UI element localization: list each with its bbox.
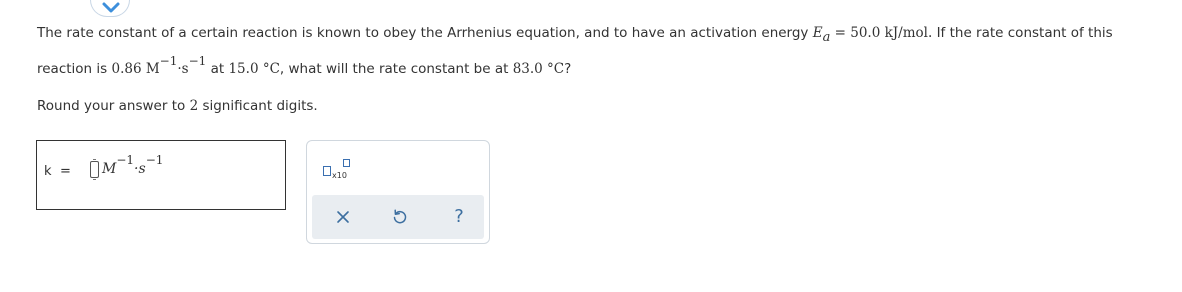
undo-icon [390,207,410,227]
answer-action-bar [312,195,484,239]
mantissa-box [323,166,331,176]
activation-energy-value: = 50.0 kJ/mol. [830,25,933,41]
answer-unit-seconds: ·s [134,161,146,177]
answer-unit-exponent: −1 [145,153,164,167]
undo-button[interactable] [390,207,410,227]
collapse-toggle-button[interactable] [90,0,130,17]
question-text: at [206,61,229,77]
temperature-1: 15.0 °C [228,61,280,77]
question-text: reaction is [37,61,112,77]
question-text: , what will the rate constant be at [279,61,513,77]
question-text: significant digits. [198,98,318,114]
significant-digits-value: 2 [189,98,199,114]
chevron-down-icon [100,1,122,15]
question-text: If the rate constant of this [932,25,1113,41]
question-text: The rate constant of a certain reaction is known to obey the Arrhenius equation, and to have an activation energy [37,25,813,41]
help-button[interactable] [449,207,469,227]
answer-tools-panel [306,140,490,244]
clear-button[interactable] [333,207,353,227]
answer-unit-molar: M [102,161,117,177]
answer-input[interactable] [90,161,99,178]
answer-unit [102,153,164,177]
answer-unit-exponent: −1 [116,153,135,167]
exponent-box [343,159,350,167]
x10-label: x10 [332,171,347,180]
question-line-1 [37,25,1113,45]
activation-energy-subscript: a [822,30,831,45]
help-icon: ? [454,206,464,227]
answer-equals: = [60,164,71,179]
question-line-2 [37,54,572,77]
close-icon [333,207,353,227]
question-text: ? [564,61,572,77]
question-line-3 [37,98,318,114]
unit-exponent: −1 [159,54,178,68]
unit-exponent: −1 [188,54,207,68]
unit-seconds: ·s [177,61,189,77]
question-text: Round your answer to [37,98,190,114]
answer-variable-label: k [44,164,52,179]
activation-energy-symbol: E [812,25,823,41]
temperature-2: 83.0 °C [512,61,565,77]
rate-constant-value: 0.86 M [111,61,160,77]
x10-scientific-notation-button[interactable] [323,158,351,180]
answer-box [36,140,286,210]
